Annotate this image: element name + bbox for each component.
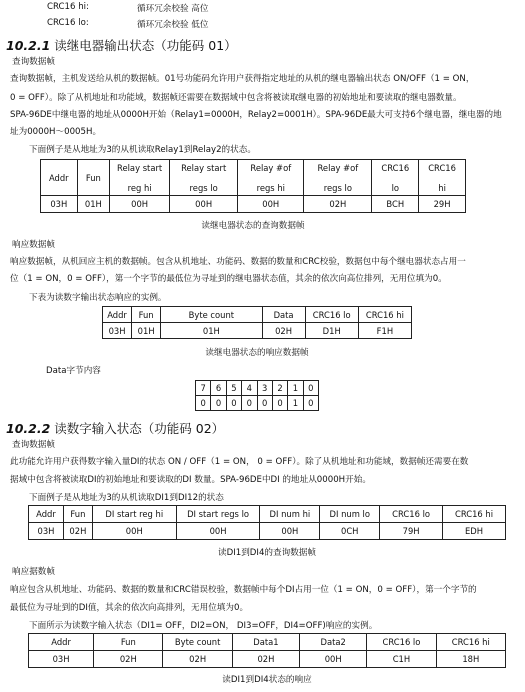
- di-response-table: [28, 633, 506, 668]
- table-header: Relay start regs lo: [170, 160, 238, 196]
- table-header: DI start reg hi: [92, 506, 176, 523]
- table-cell: 00H: [92, 523, 176, 540]
- response-heading: 响应数据帧: [12, 240, 55, 250]
- paragraph-line: 据域中包含将被读取DI的初始地址和要读取的DI 数量。SPA-96DE中DI 的地址从0000H开始。: [10, 475, 371, 485]
- paragraph-line: 址为0000H～0005H。: [10, 127, 102, 137]
- paragraph-line: 此功能允许用户获得数字输入量DI的状态 ON / OFF（1 = ON， 0 = OFF）。除了从机地址和功能域，数据帧还需要在数: [10, 457, 469, 467]
- response-heading: 响应据数帧: [12, 567, 55, 577]
- table-caption: 读继电器状态的响应数据帧: [205, 348, 309, 358]
- crc-hi-desc: 循环冗余校验 高位: [137, 4, 209, 14]
- example-intro: 下面例子是从地址为3的从机读取Relay1到Relay2的状态。: [29, 145, 256, 155]
- paragraph-line: 响应数据帧，从机回应主机的数据帧。包含从机地址、功能码、数据的数量和CRC校验，数据包中每个继电器状态占用一: [10, 257, 466, 267]
- table-header: DI num hi: [260, 506, 320, 523]
- query-heading: 查询数据帧: [12, 440, 55, 450]
- table-header: CRC16 lo: [380, 506, 443, 523]
- bit-index: 6: [211, 381, 226, 396]
- bit-value: 0: [211, 396, 226, 411]
- table-caption: 读DI1到DI4状态的响应: [222, 675, 312, 685]
- section-heading-10-2-2: [6, 419, 224, 437]
- table-cell: 00H: [170, 196, 238, 213]
- bit-index: 3: [257, 381, 272, 396]
- table-header: Fun: [132, 307, 161, 323]
- bit-value: 0: [257, 396, 272, 411]
- table-header: Addr: [41, 160, 78, 196]
- crc-lo-desc: 循环冗余校验 低位: [137, 20, 209, 30]
- paragraph-line: 0 = OFF）。除了从机地址和功能域，数据帧还需要在数据域中包含将被读取继电器的初始地址和要读取的继电器数量。: [10, 93, 462, 103]
- table-header: DI num lo: [320, 506, 380, 523]
- table-cell: BCH: [372, 196, 419, 213]
- section-title: 读继电器输出状态（功能码 01）: [54, 38, 237, 53]
- bit-value: 0: [272, 396, 287, 411]
- paragraph-line: 最低位为寻址到的DI值，其余的依次向高排列，无用位填为0。: [10, 603, 249, 613]
- table-cell: 29H: [419, 196, 466, 213]
- bit-index: 5: [226, 381, 241, 396]
- table-caption: 读继电器状态的查询数据帧: [201, 221, 305, 231]
- table-header: Data: [262, 307, 305, 323]
- bit-value: 0: [242, 396, 257, 411]
- bit-value: 0: [196, 396, 211, 411]
- table-cell: 03H: [41, 196, 78, 213]
- table-header: CRC16 hi: [419, 160, 466, 196]
- table-header: CRC16 lo: [372, 160, 419, 196]
- table-cell: EDH: [443, 523, 506, 540]
- crc-hi-label: CRC16 hi:: [47, 2, 89, 12]
- table-cell: 00H: [238, 196, 304, 213]
- table-cell: 00H: [176, 523, 260, 540]
- table-cell: 18H: [436, 651, 505, 668]
- table-cell: 02H: [163, 651, 232, 668]
- table-cell: 02H: [232, 651, 299, 668]
- table-cell: C1H: [367, 651, 436, 668]
- paragraph-line: 响应包含从机地址、功能码、数据的数量和CRC错误校验，数据帧中每个DI占用一位（1 = ON，0 = OFF），第一个字节的: [10, 585, 477, 595]
- table-cell: 03H: [29, 651, 94, 668]
- table-header: CRC16 hi: [436, 634, 505, 651]
- table-header: CRC16 lo: [367, 634, 436, 651]
- table-header: Relay #of regs hi: [238, 160, 304, 196]
- section-heading-10-2-1: [6, 36, 237, 54]
- data-bits-table: [195, 380, 319, 411]
- table-header: CRC16 lo: [305, 307, 358, 323]
- table-header: Addr: [103, 307, 132, 323]
- bit-value: 0: [226, 396, 241, 411]
- bit-value: 1: [288, 396, 303, 411]
- example-intro: 下表为读数字输出状态响应的实例。: [29, 293, 167, 303]
- relay-response-table: [102, 306, 412, 339]
- table-cell: 02H: [63, 523, 92, 540]
- example-intro: 下面例子是从地址为3的从机读取DI1到DI12的状态: [29, 493, 224, 503]
- relay-query-table: [40, 159, 466, 213]
- table-header: CRC16 hi: [358, 307, 411, 323]
- table-cell: 00H: [300, 651, 367, 668]
- bit-index: 7: [196, 381, 211, 396]
- table-cell: 01H: [132, 323, 161, 339]
- di-query-table: [28, 505, 506, 540]
- paragraph-line: 位（1 = ON，0 = OFF），第一个字节的最低位为寻址到的继电器状态值，其余的依次向高位排列，无用位填为0。: [10, 274, 447, 284]
- paragraph-line: 查询数据帧，主机发送给从机的数据帧。01号功能码允许用户获得指定地址的从机的继电器输出状态 ON/OFF（1 = ON，: [10, 74, 475, 84]
- bit-index: 4: [242, 381, 257, 396]
- bit-value: 0: [303, 396, 318, 411]
- table-header: Addr: [29, 634, 94, 651]
- table-cell: F1H: [358, 323, 411, 339]
- table-cell: 00H: [110, 196, 170, 213]
- table-header: Fun: [94, 634, 163, 651]
- bit-index: 0: [303, 381, 318, 396]
- table-cell: D1H: [305, 323, 358, 339]
- table-cell: 03H: [29, 523, 64, 540]
- data-byte-label: Data字节内容: [46, 366, 101, 376]
- table-cell: 02H: [304, 196, 372, 213]
- table-cell: 00H: [260, 523, 320, 540]
- query-heading: 查询数据帧: [12, 57, 55, 67]
- paragraph-line: SPA-96DE中继电器的地址从0000H开始（Relay1=0000H，Relay2=0001H）。SPA-96DE最大可支持6个继电器，继电器的地: [10, 110, 502, 120]
- bit-index: 1: [288, 381, 303, 396]
- example-intro: 下面所示为读数字输入状态（DI1= OFF，DI2=ON， DI3=OFF，DI4=OFF)响应的实例。: [29, 621, 378, 631]
- table-header: Data1: [232, 634, 299, 651]
- table-header: CRC16 hi: [443, 506, 506, 523]
- table-header: Data2: [300, 634, 367, 651]
- section-title: 读数字输入状态（功能码 02）: [54, 421, 225, 436]
- table-header: Relay #of regs lo: [304, 160, 372, 196]
- table-cell: 0CH: [320, 523, 380, 540]
- table-header: Byte count: [161, 307, 262, 323]
- table-header: Relay start reg hi: [110, 160, 170, 196]
- table-cell: 02H: [94, 651, 163, 668]
- table-header: DI start regs lo: [176, 506, 260, 523]
- table-caption: 读DI1到DI4的查询数据帧: [218, 548, 316, 558]
- bit-index: 2: [272, 381, 287, 396]
- table-header: Fun: [63, 506, 92, 523]
- table-header: Fun: [77, 160, 110, 196]
- table-header: Byte count: [163, 634, 232, 651]
- table-cell: 01H: [161, 323, 262, 339]
- crc-lo-label: CRC16 lo:: [47, 18, 89, 28]
- section-number: 10.2.1: [6, 38, 51, 53]
- table-cell: 03H: [103, 323, 132, 339]
- table-cell: 79H: [380, 523, 443, 540]
- table-header: Addr: [29, 506, 64, 523]
- table-cell: 02H: [262, 323, 305, 339]
- table-cell: 01H: [77, 196, 110, 213]
- section-number: 10.2.2: [6, 421, 51, 436]
